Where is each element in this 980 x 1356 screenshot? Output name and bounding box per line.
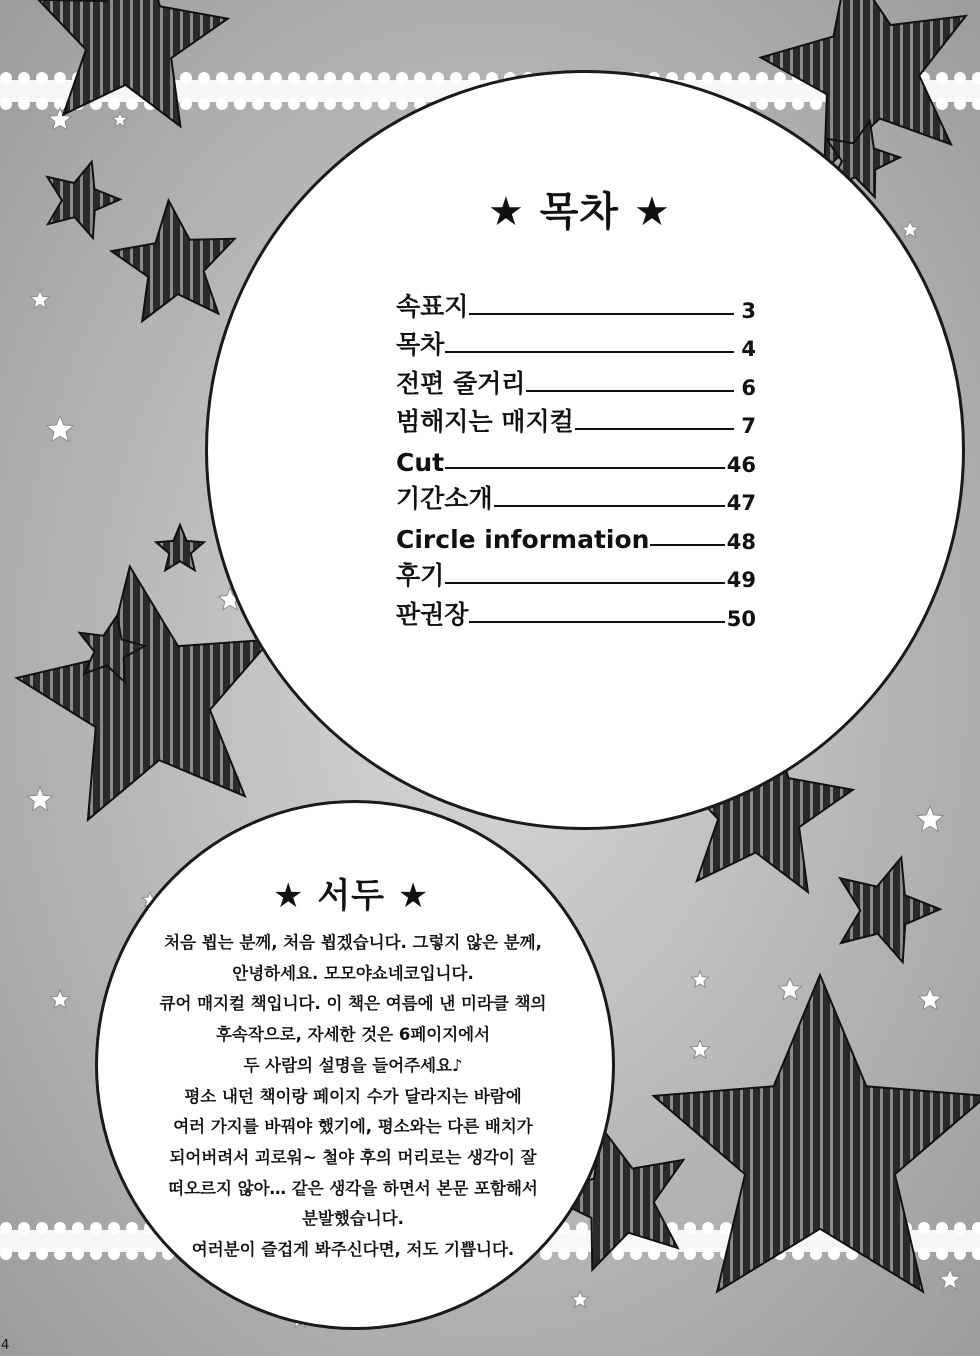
toc-leader-line	[400, 467, 734, 469]
toc-entry	[396, 406, 756, 445]
intro-line: 안녕하세요. 모모야쇼네코입니다.	[232, 963, 474, 983]
toc-entry-label: 목차	[396, 325, 445, 361]
lace-scallop	[720, 1222, 732, 1234]
lace-scallop	[252, 72, 264, 84]
lace-scallop	[54, 1222, 66, 1234]
lace-scallop	[396, 72, 408, 84]
lace-scallop	[108, 98, 120, 110]
intro-title: ★ 서두 ★	[273, 876, 430, 916]
toc-entry-label: Circle information	[396, 524, 650, 554]
lace-scallop	[72, 1222, 84, 1234]
lace-scallop	[36, 1248, 48, 1260]
lace-scallop	[918, 1222, 930, 1234]
toc-leader-line	[400, 351, 734, 353]
intro-line: 평소 내던 책이랑 페이지 수가 달라지는 바람에	[184, 1086, 522, 1106]
intro-line: 여러 가지를 바꿔야 했기에, 평소와는 다른 배치가	[173, 1117, 533, 1137]
lace-scallop	[360, 72, 372, 84]
lace-scallop	[180, 98, 192, 110]
lace-scallop	[0, 1248, 12, 1260]
lace-scallop	[792, 98, 804, 110]
lace-scallop	[180, 72, 192, 84]
lace-scallop	[324, 98, 336, 110]
lace-scallop	[18, 98, 30, 110]
lace-scallop	[18, 1248, 30, 1260]
lace-scallop	[378, 72, 390, 84]
lace-scallop	[306, 98, 318, 110]
lace-scallop	[684, 72, 696, 84]
lace-scallop	[414, 72, 426, 84]
lace-scallop	[126, 98, 138, 110]
lace-scallop	[0, 98, 12, 110]
lace-scallop	[396, 98, 408, 110]
toc-entry-label: Cut	[396, 447, 445, 477]
lace-scallop	[0, 72, 12, 84]
lace-scallop	[810, 98, 822, 110]
lace-scallop	[198, 72, 210, 84]
toc-entry-label: 판권장	[396, 595, 469, 631]
toc-entry-page: 3	[741, 298, 756, 323]
lace-scallop	[702, 1222, 714, 1234]
lace-scallop	[702, 1248, 714, 1260]
lace-scallop	[792, 1248, 804, 1260]
lace-scallop	[342, 98, 354, 110]
toc-entry	[396, 560, 756, 599]
lace-scallop	[198, 98, 210, 110]
lace-scallop	[720, 72, 732, 84]
toc-entry	[396, 444, 756, 483]
lace-scallop	[234, 72, 246, 84]
lace-scallop	[936, 1248, 948, 1260]
lace-scallop	[90, 1248, 102, 1260]
lace-scallop	[270, 72, 282, 84]
lace-scallop	[954, 1248, 966, 1260]
toc-entry-page: 6	[741, 375, 756, 400]
lace-scallop	[774, 98, 786, 110]
lace-scallop	[216, 72, 228, 84]
lace-scallop	[774, 72, 786, 84]
lace-scallop	[432, 72, 444, 84]
intro-line: 두 사람의 설명을 들어주세요♪	[243, 1055, 463, 1075]
toc-entry	[396, 329, 756, 368]
lace-scallop	[936, 98, 948, 110]
toc-entry-page: 50	[726, 606, 756, 631]
lace-scallop	[648, 1248, 660, 1260]
lace-scallop	[684, 1248, 696, 1260]
lace-scallop	[936, 1222, 948, 1234]
lace-scallop	[954, 98, 966, 110]
lace-scallop	[306, 72, 318, 84]
intro-line: 후속작으로, 자세한 것은 6페이지에서	[215, 1025, 491, 1045]
toc-entry-label: 기간소개	[396, 479, 494, 515]
lace-scallop	[288, 72, 300, 84]
lace-scallop	[756, 72, 768, 84]
toc-entry-label: 후기	[396, 556, 445, 592]
lace-scallop	[54, 72, 66, 84]
toc-entry-label: 전편 줄거리	[396, 364, 526, 400]
intro-line: 떠오르지 않아… 같은 생각을 하면서 본문 포함해서	[168, 1178, 538, 1198]
toc-entry-page: 7	[741, 414, 756, 438]
lace-scallop	[90, 1222, 102, 1234]
toc-list	[396, 290, 756, 637]
lace-scallop	[954, 1222, 966, 1234]
lace-scallop	[36, 72, 48, 84]
intro-line: 큐어 매지컬 책입니다. 이 책은 여름에 낸 미라클 책의	[159, 994, 547, 1014]
toc-entry-page: 48	[726, 529, 756, 554]
toc-entry-page: 4	[741, 337, 756, 361]
lace-scallop	[702, 72, 714, 84]
toc-entry-page: 49	[726, 568, 756, 592]
toc-leader-line	[400, 582, 734, 584]
lace-scallop	[810, 1248, 822, 1260]
intro-line: 여러분이 즐겁게 봐주신다면, 저도 기쁩니다.	[191, 1240, 515, 1260]
intro-line: 분발했습니다.	[302, 1209, 404, 1229]
lace-scallop	[468, 72, 480, 84]
toc-entry-label: 속표지	[396, 287, 469, 323]
lace-scallop	[954, 72, 966, 84]
lace-scallop	[216, 98, 228, 110]
lace-scallop	[684, 1222, 696, 1234]
lace-scallop	[324, 72, 336, 84]
lace-scallop	[360, 98, 372, 110]
toc-entry	[396, 521, 756, 560]
intro-line: 처음 뵙는 분께, 처음 뵙겠습니다. 그렇지 않은 분께,	[164, 933, 542, 952]
toc-entry	[396, 483, 756, 522]
toc-entry-page: 47	[726, 491, 756, 515]
lace-scallop	[234, 98, 246, 110]
lace-scallop	[378, 98, 390, 110]
lace-scallop	[612, 1248, 624, 1260]
lace-scallop	[288, 98, 300, 110]
lace-scallop	[54, 1248, 66, 1260]
lace-scallop	[270, 98, 282, 110]
lace-scallop	[738, 72, 750, 84]
lace-scallop	[342, 72, 354, 84]
toc-entry-page: 46	[726, 452, 756, 477]
lace-scallop	[18, 72, 30, 84]
lace-scallop	[450, 72, 462, 84]
lace-scallop	[72, 1248, 84, 1260]
toc-title: ★ 목차 ★	[488, 189, 671, 235]
intro-line: 되어버려서 괴로워~ 철야 후의 머리로는 생각이 잘	[169, 1147, 537, 1167]
lace-scallop	[252, 98, 264, 110]
lace-scallop	[0, 1222, 12, 1234]
toc-entry-label: 범해지는 매지컬	[396, 402, 575, 438]
intro-body	[118, 928, 588, 1266]
toc-entry	[396, 598, 756, 637]
lace-scallop	[918, 1248, 930, 1260]
lace-scallop	[18, 1222, 30, 1234]
lace-scallop	[36, 98, 48, 110]
toc-entry	[396, 290, 756, 329]
page-number: 4	[1, 1338, 10, 1353]
lace-scallop	[630, 1248, 642, 1260]
toc-entry	[396, 367, 756, 406]
lace-scallop	[756, 98, 768, 110]
lace-scallop	[666, 1248, 678, 1260]
lace-scallop	[828, 1248, 840, 1260]
lace-scallop	[36, 1222, 48, 1234]
lace-scallop	[936, 72, 948, 84]
